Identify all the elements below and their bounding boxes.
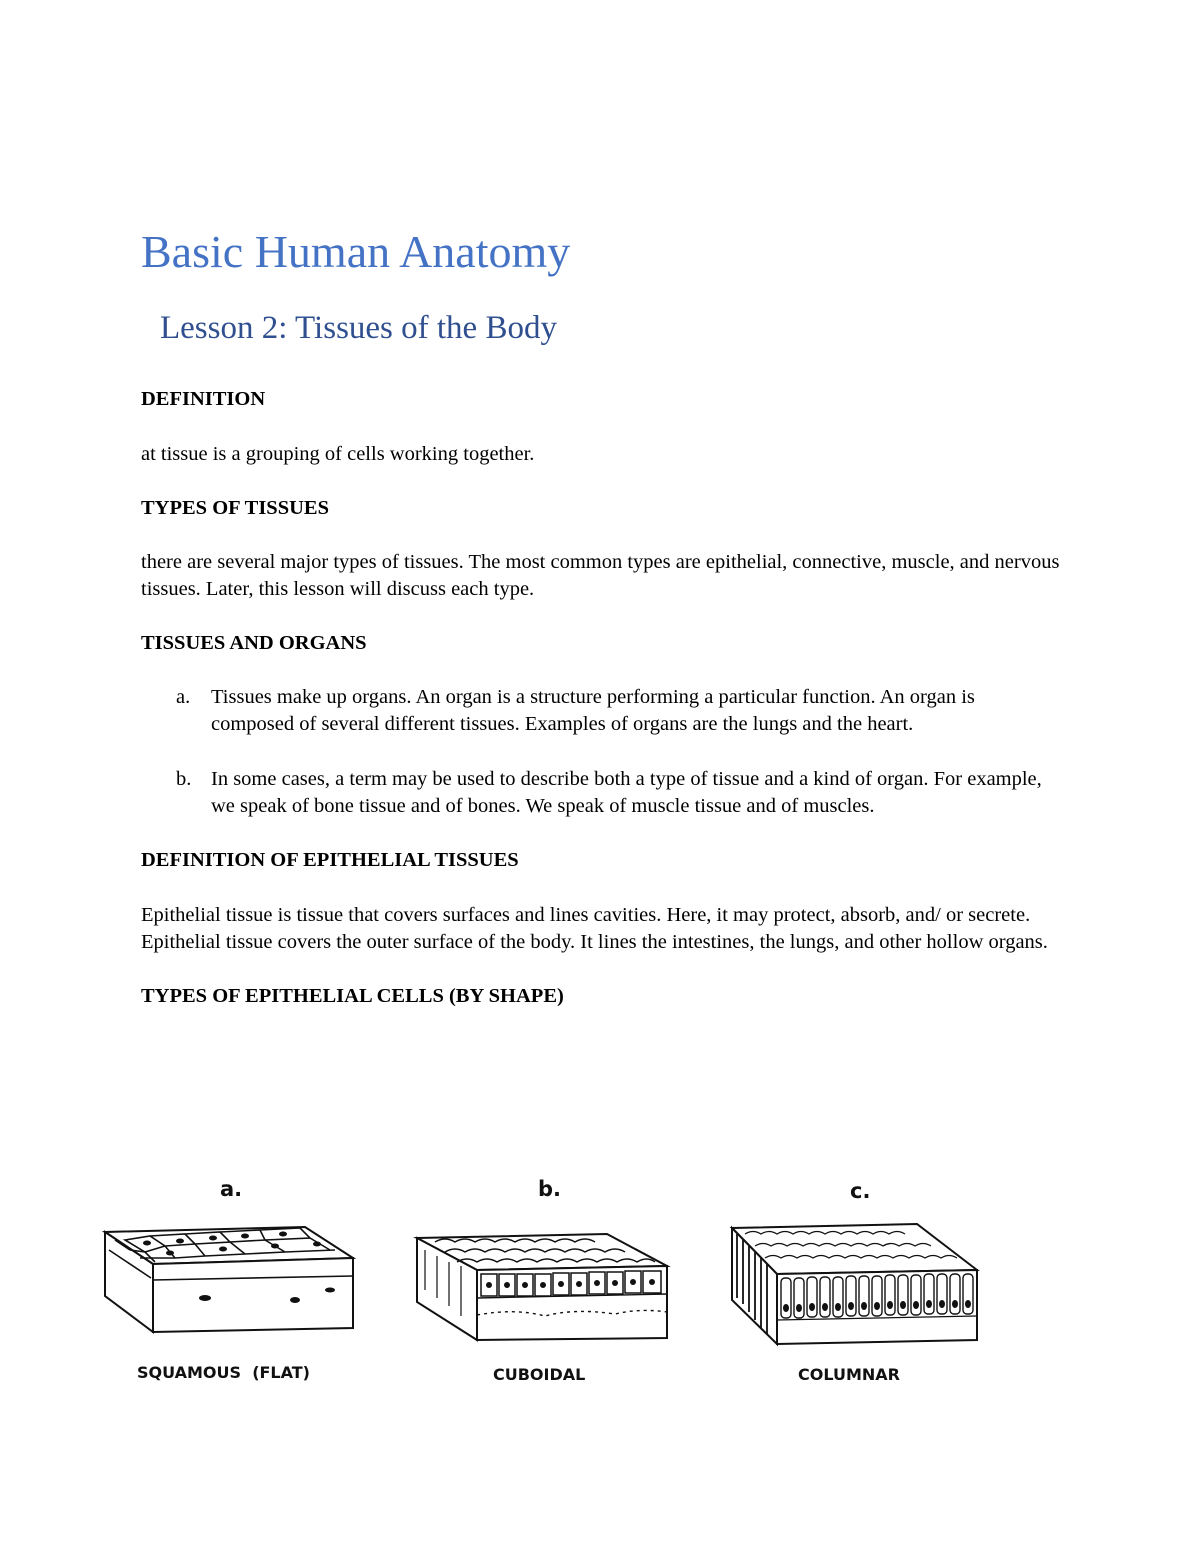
lesson-subtitle: Lesson 2: Tissues of the Body xyxy=(160,310,557,346)
definition-text: at tissue is a grouping of cells working together. xyxy=(141,443,535,465)
squamous-tissue-drawing xyxy=(105,1227,353,1332)
figure-panel-columnar xyxy=(732,1179,977,1384)
figure-panel-cuboidal xyxy=(417,1177,667,1384)
epithelial-definition-text: Epithelial tissue is tissue that covers surfaces and lines cavities. Here, it may protect, absorb, and/ or secrete. Epithelial tissue covers the outer surface of the body. It lines the intestines, the lungs, and other hollow organs. xyxy=(141,904,1048,953)
list-marker: a. xyxy=(176,686,191,708)
figure-letter: c. xyxy=(850,1179,871,1203)
list-item-text: Tissues make up organs. An organ is a structure performing a particular function. An organ is composed of several different tissues. Examples of organs are the lungs and the heart. xyxy=(211,686,975,735)
figure-letter: a. xyxy=(220,1177,243,1201)
epithelial-cells-figure xyxy=(95,1170,995,1390)
section-heading-types-of-tissues: TYPES OF TISSUES xyxy=(141,497,329,519)
figure-panel-squamous xyxy=(105,1177,353,1382)
list-marker: b. xyxy=(176,768,192,790)
document-title: Basic Human Anatomy xyxy=(141,226,571,277)
columnar-tissue-drawing xyxy=(732,1224,977,1344)
types-of-tissues-text: there are several major types of tissues. The most common types are epithelial, connective, muscle, and nervous tissues. Later, this lesson will discuss each type. xyxy=(141,551,1060,600)
list-item xyxy=(141,684,1061,738)
figure-caption: SQUAMOUS (FLAT) xyxy=(137,1363,310,1382)
section-heading-epithelial-cells: TYPES OF EPITHELIAL CELLS (BY SHAPE) xyxy=(141,985,564,1007)
list-item xyxy=(141,766,1061,820)
figure-caption: CUBOIDAL xyxy=(493,1365,586,1384)
list-item-text: In some cases, a term may be used to describe both a type of tissue and a kind of organ. For example, we speak of bone tissue and of bones. We speak of muscle tissue and of muscles. xyxy=(211,768,1042,817)
document-body xyxy=(141,386,1061,1010)
section-heading-definition: DEFINITION xyxy=(141,388,266,410)
figure-caption: COLUMNAR xyxy=(798,1365,900,1384)
tissues-and-organs-list xyxy=(141,684,1061,820)
cuboidal-tissue-drawing xyxy=(417,1234,667,1340)
section-heading-epithelial-definition: DEFINITION OF EPITHELIAL TISSUES xyxy=(141,849,519,871)
section-heading-tissues-and-organs: TISSUES AND ORGANS xyxy=(141,632,367,654)
figure-letter: b. xyxy=(538,1177,562,1201)
